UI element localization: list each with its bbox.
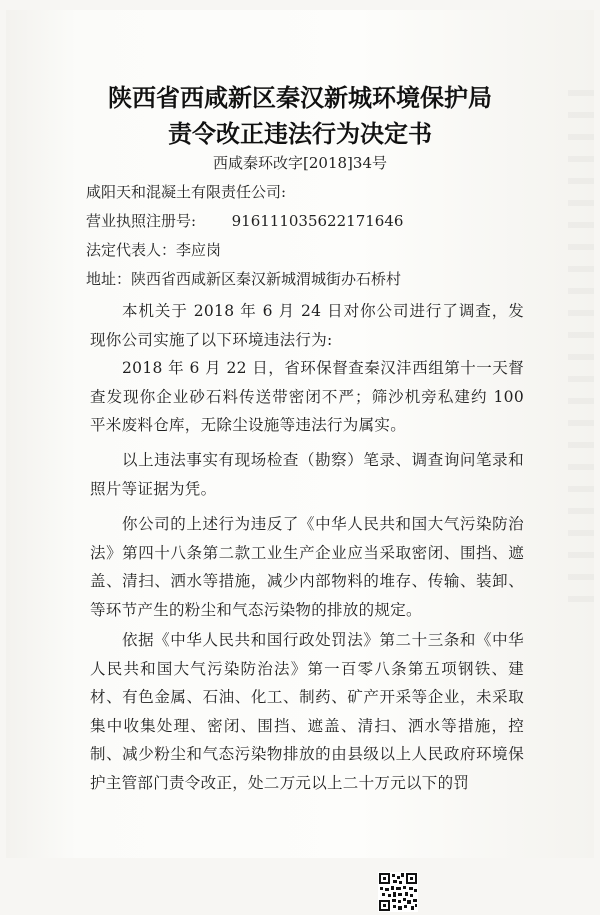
license-line bbox=[86, 210, 403, 231]
recipient: 咸阳天和混凝土有限责任公司: bbox=[86, 183, 287, 201]
document-title-line2: 责令改正违法行为决定书 bbox=[168, 120, 432, 148]
paragraph-investigation: 本机关于 2018 年 6 月 24 日对你公司进行了调查，发现你公司实施了以下环境违法行为: bbox=[90, 302, 524, 349]
license-label: 营业执照注册号: bbox=[86, 212, 197, 230]
paragraph-law-violated: 你公司的上述行为违反了《中华人民共和国大气污染防治法》第四十八条第二款工业生产企业应当采取密闭、围挡、遮盖、清扫、洒水等措施，减少内部物料的堆存、传输、装卸、等环节产生的粉尘和气态污染物的排放的规定。 bbox=[90, 515, 524, 619]
paragraph-evidence: 以上违法事实有现场检查（勘察）笔录、调查询问笔录和照片等证据为凭。 bbox=[90, 451, 524, 498]
document-number: 西咸秦环改字[2018]34号 bbox=[213, 154, 387, 172]
address: 地址：陕西省西咸新区秦汉新城渭城街办石桥村 bbox=[86, 270, 402, 288]
legal-representative: 法定代表人：李应岗 bbox=[86, 241, 222, 259]
paragraph-legal-basis: 依据《中华人民共和国行政处罚法》第二十三条和《中华人民共和国大气污染防治法》第一百零八条第五项钢铁、建材、有色金属、石油、化工、制药、矿产开采等企业，未采取集中收集处理、密闭、围挡、遮盖、清扫、洒水等措施，控制、减少粉尘和气态污染物排放的由县级以上人民政府环境保护主管部门责令改正，处二万元以上二十万元以下的罚 bbox=[90, 631, 524, 792]
document-title-line1: 陕西省西咸新区秦汉新城环境保护局 bbox=[108, 84, 492, 112]
paragraph-violation-facts: 2018 年 6 月 22 日，省环保督查秦汉沣西组第十一天督查发现你企业砂石料传送带密闭不严；筛沙机旁私建约 100 平米废料仓库，无除尘设施等违法行为属实。 bbox=[90, 359, 524, 435]
license-value: 916111035622171646 bbox=[231, 212, 404, 230]
qr-code-icon bbox=[378, 872, 418, 912]
